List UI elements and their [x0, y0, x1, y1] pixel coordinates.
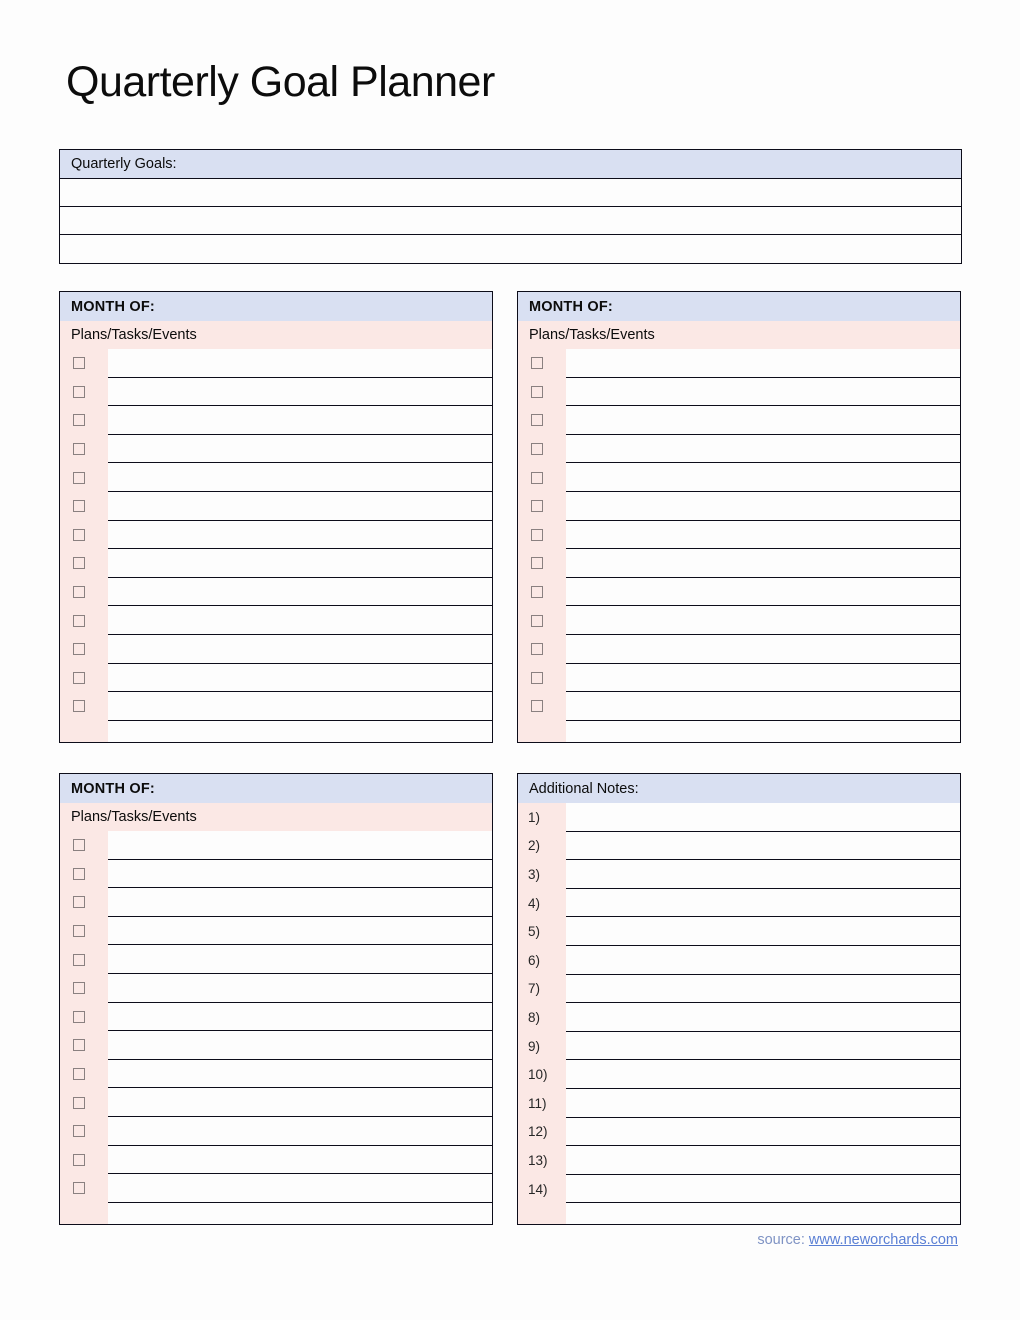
checkbox-icon[interactable] [531, 700, 543, 712]
checkbox-icon[interactable] [73, 1068, 85, 1080]
task-input-line[interactable] [108, 860, 492, 889]
checkbox-icon[interactable] [73, 1154, 85, 1166]
task-row [60, 831, 492, 860]
note-input-line[interactable] [566, 946, 960, 975]
task-checkbox-cell[interactable] [60, 1003, 108, 1032]
note-number: 8) [518, 1003, 566, 1032]
task-row [60, 692, 492, 721]
note-number: 5) [518, 917, 566, 946]
note-filler-line [566, 1203, 960, 1225]
task-filler-line [566, 721, 960, 743]
task-filler-line [108, 1203, 492, 1225]
note-row [518, 975, 960, 1004]
task-input-line[interactable] [108, 1146, 492, 1175]
task-row [518, 492, 960, 521]
task-checkbox-cell[interactable] [518, 349, 566, 378]
task-input-line[interactable] [108, 664, 492, 693]
checkbox-icon[interactable] [73, 954, 85, 966]
task-row [60, 406, 492, 435]
task-row [60, 606, 492, 635]
task-input-line[interactable] [108, 435, 492, 464]
month-of-label: MONTH OF: [529, 298, 613, 315]
task-checkbox-cell[interactable] [60, 888, 108, 917]
note-row [518, 1032, 960, 1061]
checkbox-icon[interactable] [531, 586, 543, 598]
month-panel-3-rows [60, 831, 492, 1225]
task-checkbox-cell[interactable] [60, 578, 108, 607]
checkbox-icon[interactable] [73, 586, 85, 598]
note-number: 12) [518, 1118, 566, 1147]
quarterly-goals-rows [60, 179, 961, 263]
task-checkbox-cell[interactable] [518, 692, 566, 721]
checkbox-icon[interactable] [73, 1125, 85, 1137]
task-row [60, 492, 492, 521]
task-row [60, 1174, 492, 1203]
checkbox-icon[interactable] [73, 1097, 85, 1109]
task-row [60, 1003, 492, 1032]
task-checkbox-cell[interactable] [60, 549, 108, 578]
task-checkbox-cell[interactable] [60, 831, 108, 860]
task-input-line[interactable] [108, 1174, 492, 1203]
task-row [60, 917, 492, 946]
checkbox-icon[interactable] [73, 896, 85, 908]
task-row-filler [518, 721, 960, 743]
checkbox-icon[interactable] [531, 357, 543, 369]
checkbox-icon[interactable] [73, 982, 85, 994]
task-checkbox-cell[interactable] [518, 463, 566, 492]
checkbox-icon[interactable] [73, 643, 85, 655]
checkbox-icon[interactable] [531, 414, 543, 426]
checkbox-icon[interactable] [73, 1039, 85, 1051]
note-row [518, 1146, 960, 1175]
task-checkbox-cell[interactable] [518, 635, 566, 664]
task-row [60, 860, 492, 889]
note-input-line[interactable] [566, 803, 960, 832]
task-checkbox-cell[interactable] [60, 378, 108, 407]
task-checkbox-cell[interactable] [60, 692, 108, 721]
task-input-line[interactable] [108, 888, 492, 917]
note-number: 7) [518, 975, 566, 1004]
month-panel-2-header [518, 292, 960, 321]
task-input-line[interactable] [108, 578, 492, 607]
task-checkbox-cell[interactable] [518, 378, 566, 407]
checkbox-icon[interactable] [73, 500, 85, 512]
task-row [60, 974, 492, 1003]
task-row [518, 349, 960, 378]
note-input-line[interactable] [566, 1003, 960, 1032]
task-row [60, 888, 492, 917]
note-number: 13) [518, 1146, 566, 1175]
quarterly-goal-input-row[interactable] [60, 235, 961, 263]
task-checkbox-cell[interactable] [518, 664, 566, 693]
task-checkbox-cell[interactable] [518, 521, 566, 550]
task-input-line[interactable] [108, 606, 492, 635]
task-row [60, 378, 492, 407]
checkbox-icon[interactable] [73, 925, 85, 937]
note-row [518, 832, 960, 861]
task-input-line[interactable] [108, 1031, 492, 1060]
note-filler-cell [518, 1203, 566, 1225]
checkbox-icon[interactable] [73, 529, 85, 541]
task-checkbox-cell[interactable] [60, 349, 108, 378]
task-input-line[interactable] [108, 635, 492, 664]
month-panel-2-rows [518, 349, 960, 743]
task-filler-cell [518, 721, 566, 743]
task-checkbox-cell[interactable] [60, 1174, 108, 1203]
task-input-line[interactable] [566, 606, 960, 635]
task-row [518, 435, 960, 464]
task-input-line[interactable] [566, 435, 960, 464]
note-input-line[interactable] [566, 1175, 960, 1204]
task-checkbox-cell[interactable] [518, 549, 566, 578]
month-panel-3 [59, 773, 493, 1225]
month-panel-2 [517, 291, 961, 743]
task-input-line[interactable] [108, 521, 492, 550]
note-row [518, 803, 960, 832]
task-row [60, 549, 492, 578]
task-input-line[interactable] [108, 1117, 492, 1146]
task-row [518, 463, 960, 492]
note-number: 3) [518, 860, 566, 889]
task-checkbox-cell[interactable] [518, 578, 566, 607]
checkbox-icon[interactable] [73, 615, 85, 627]
note-input-line[interactable] [566, 917, 960, 946]
task-checkbox-cell[interactable] [60, 492, 108, 521]
task-row [60, 664, 492, 693]
month-panel-3-subheader [60, 803, 492, 831]
task-row [60, 521, 492, 550]
note-row [518, 1003, 960, 1032]
task-checkbox-cell[interactable] [60, 1031, 108, 1060]
task-checkbox-cell[interactable] [60, 860, 108, 889]
month-panel-1-subheader [60, 321, 492, 349]
note-row [518, 946, 960, 975]
additional-notes-label: Additional Notes: [529, 780, 639, 797]
checkbox-icon[interactable] [73, 672, 85, 684]
task-checkbox-cell[interactable] [60, 463, 108, 492]
note-number: 4) [518, 889, 566, 918]
note-row [518, 1060, 960, 1089]
task-row [518, 664, 960, 693]
note-input-line[interactable] [566, 889, 960, 918]
task-row [518, 406, 960, 435]
task-checkbox-cell[interactable] [60, 521, 108, 550]
checkbox-icon[interactable] [531, 443, 543, 455]
note-input-line[interactable] [566, 1032, 960, 1061]
task-input-line[interactable] [108, 492, 492, 521]
task-row [60, 1146, 492, 1175]
task-checkbox-cell[interactable] [60, 1146, 108, 1175]
task-input-line[interactable] [108, 1060, 492, 1089]
source-prefix: source: [757, 1232, 809, 1248]
checkbox-icon[interactable] [531, 500, 543, 512]
note-number: 9) [518, 1032, 566, 1061]
month-panel-1 [59, 291, 493, 743]
task-checkbox-cell[interactable] [60, 635, 108, 664]
note-row-filler [518, 1203, 960, 1225]
note-number: 2) [518, 832, 566, 861]
checkbox-icon[interactable] [73, 700, 85, 712]
task-row [518, 692, 960, 721]
note-number: 1) [518, 803, 566, 832]
task-row [518, 635, 960, 664]
checkbox-icon[interactable] [531, 672, 543, 684]
quarterly-goal-input-row[interactable] [60, 179, 961, 207]
note-row [518, 860, 960, 889]
note-input-line[interactable] [566, 832, 960, 861]
task-checkbox-cell[interactable] [60, 1060, 108, 1089]
task-row-filler [60, 1203, 492, 1225]
task-input-line[interactable] [566, 349, 960, 378]
task-row [60, 578, 492, 607]
task-row [60, 1031, 492, 1060]
checkbox-icon[interactable] [531, 643, 543, 655]
task-row [518, 578, 960, 607]
task-checkbox-cell[interactable] [60, 1117, 108, 1146]
task-input-line[interactable] [108, 349, 492, 378]
task-row-filler [60, 721, 492, 743]
task-checkbox-cell[interactable] [60, 606, 108, 635]
task-checkbox-cell[interactable] [518, 435, 566, 464]
quarterly-goals-label: Quarterly Goals: [71, 156, 177, 172]
note-number: 10) [518, 1060, 566, 1089]
checkbox-icon[interactable] [73, 386, 85, 398]
task-row [518, 378, 960, 407]
task-filler-cell [60, 721, 108, 743]
month-panel-2-subheader [518, 321, 960, 349]
task-checkbox-cell[interactable] [60, 435, 108, 464]
task-input-line[interactable] [108, 945, 492, 974]
task-checkbox-cell[interactable] [60, 1088, 108, 1117]
task-input-line[interactable] [108, 463, 492, 492]
page-title: Quarterly Goal Planner [66, 58, 495, 106]
task-input-line[interactable] [566, 549, 960, 578]
task-checkbox-cell[interactable] [60, 406, 108, 435]
task-input-line[interactable] [566, 664, 960, 693]
note-input-line[interactable] [566, 1060, 960, 1089]
task-row [518, 606, 960, 635]
task-filler-cell [60, 1203, 108, 1225]
source-footer [757, 1232, 958, 1248]
month-panel-3-header [60, 774, 492, 803]
additional-notes-panel [517, 773, 961, 1225]
plans-tasks-events-label: Plans/Tasks/Events [71, 327, 197, 343]
checkbox-icon[interactable] [73, 1011, 85, 1023]
task-input-line[interactable] [108, 378, 492, 407]
checkbox-icon[interactable] [531, 557, 543, 569]
task-row [60, 945, 492, 974]
task-row [60, 1117, 492, 1146]
source-link[interactable]: www.neworchards.com [808, 1232, 958, 1248]
task-checkbox-cell[interactable] [60, 974, 108, 1003]
note-row [518, 1175, 960, 1204]
note-input-line[interactable] [566, 1089, 960, 1118]
note-input-line[interactable] [566, 975, 960, 1004]
task-input-line[interactable] [566, 521, 960, 550]
task-input-line[interactable] [566, 635, 960, 664]
checkbox-icon[interactable] [73, 1182, 85, 1194]
quarterly-goals-header [60, 150, 961, 179]
task-checkbox-cell[interactable] [518, 406, 566, 435]
task-input-line[interactable] [108, 917, 492, 946]
month-panel-1-rows [60, 349, 492, 743]
checkbox-icon[interactable] [531, 615, 543, 627]
quarterly-goals-box [59, 149, 962, 264]
checkbox-icon[interactable] [73, 839, 85, 851]
note-number: 14) [518, 1175, 566, 1204]
quarterly-goal-input-row[interactable] [60, 207, 961, 235]
note-row [518, 1118, 960, 1147]
note-input-line[interactable] [566, 860, 960, 889]
task-row [60, 635, 492, 664]
additional-notes-rows [518, 803, 960, 1225]
task-checkbox-cell[interactable] [60, 917, 108, 946]
checkbox-icon[interactable] [73, 443, 85, 455]
month-of-label: MONTH OF: [71, 298, 155, 315]
month-of-label: MONTH OF: [71, 780, 155, 797]
task-row [60, 1060, 492, 1089]
task-input-line[interactable] [108, 831, 492, 860]
checkbox-icon[interactable] [73, 868, 85, 880]
additional-notes-header [518, 774, 960, 803]
task-checkbox-cell[interactable] [518, 492, 566, 521]
checkbox-icon[interactable] [531, 472, 543, 484]
note-row [518, 889, 960, 918]
month-panel-1-header [60, 292, 492, 321]
task-input-line[interactable] [566, 378, 960, 407]
task-input-line[interactable] [566, 406, 960, 435]
task-filler-line [108, 721, 492, 743]
checkbox-icon[interactable] [73, 472, 85, 484]
checkbox-icon[interactable] [73, 414, 85, 426]
task-checkbox-cell[interactable] [60, 945, 108, 974]
plans-tasks-events-label: Plans/Tasks/Events [529, 327, 655, 343]
task-input-line[interactable] [566, 578, 960, 607]
task-input-line[interactable] [108, 406, 492, 435]
task-input-line[interactable] [566, 463, 960, 492]
note-row [518, 917, 960, 946]
task-row [518, 549, 960, 578]
task-input-line[interactable] [108, 692, 492, 721]
note-input-line[interactable] [566, 1118, 960, 1147]
task-row [518, 521, 960, 550]
task-checkbox-cell[interactable] [518, 606, 566, 635]
note-number: 11) [518, 1089, 566, 1118]
task-input-line[interactable] [108, 974, 492, 1003]
checkbox-icon[interactable] [531, 529, 543, 541]
checkbox-icon[interactable] [531, 386, 543, 398]
task-row [60, 463, 492, 492]
task-input-line[interactable] [108, 1088, 492, 1117]
task-input-line[interactable] [566, 492, 960, 521]
task-input-line[interactable] [566, 692, 960, 721]
task-row [60, 1088, 492, 1117]
note-row [518, 1089, 960, 1118]
note-number: 6) [518, 946, 566, 975]
checkbox-icon[interactable] [73, 357, 85, 369]
task-row [60, 349, 492, 378]
task-input-line[interactable] [108, 549, 492, 578]
task-checkbox-cell[interactable] [60, 664, 108, 693]
note-input-line[interactable] [566, 1146, 960, 1175]
task-input-line[interactable] [108, 1003, 492, 1032]
checkbox-icon[interactable] [73, 557, 85, 569]
plans-tasks-events-label: Plans/Tasks/Events [71, 809, 197, 825]
task-row [60, 435, 492, 464]
